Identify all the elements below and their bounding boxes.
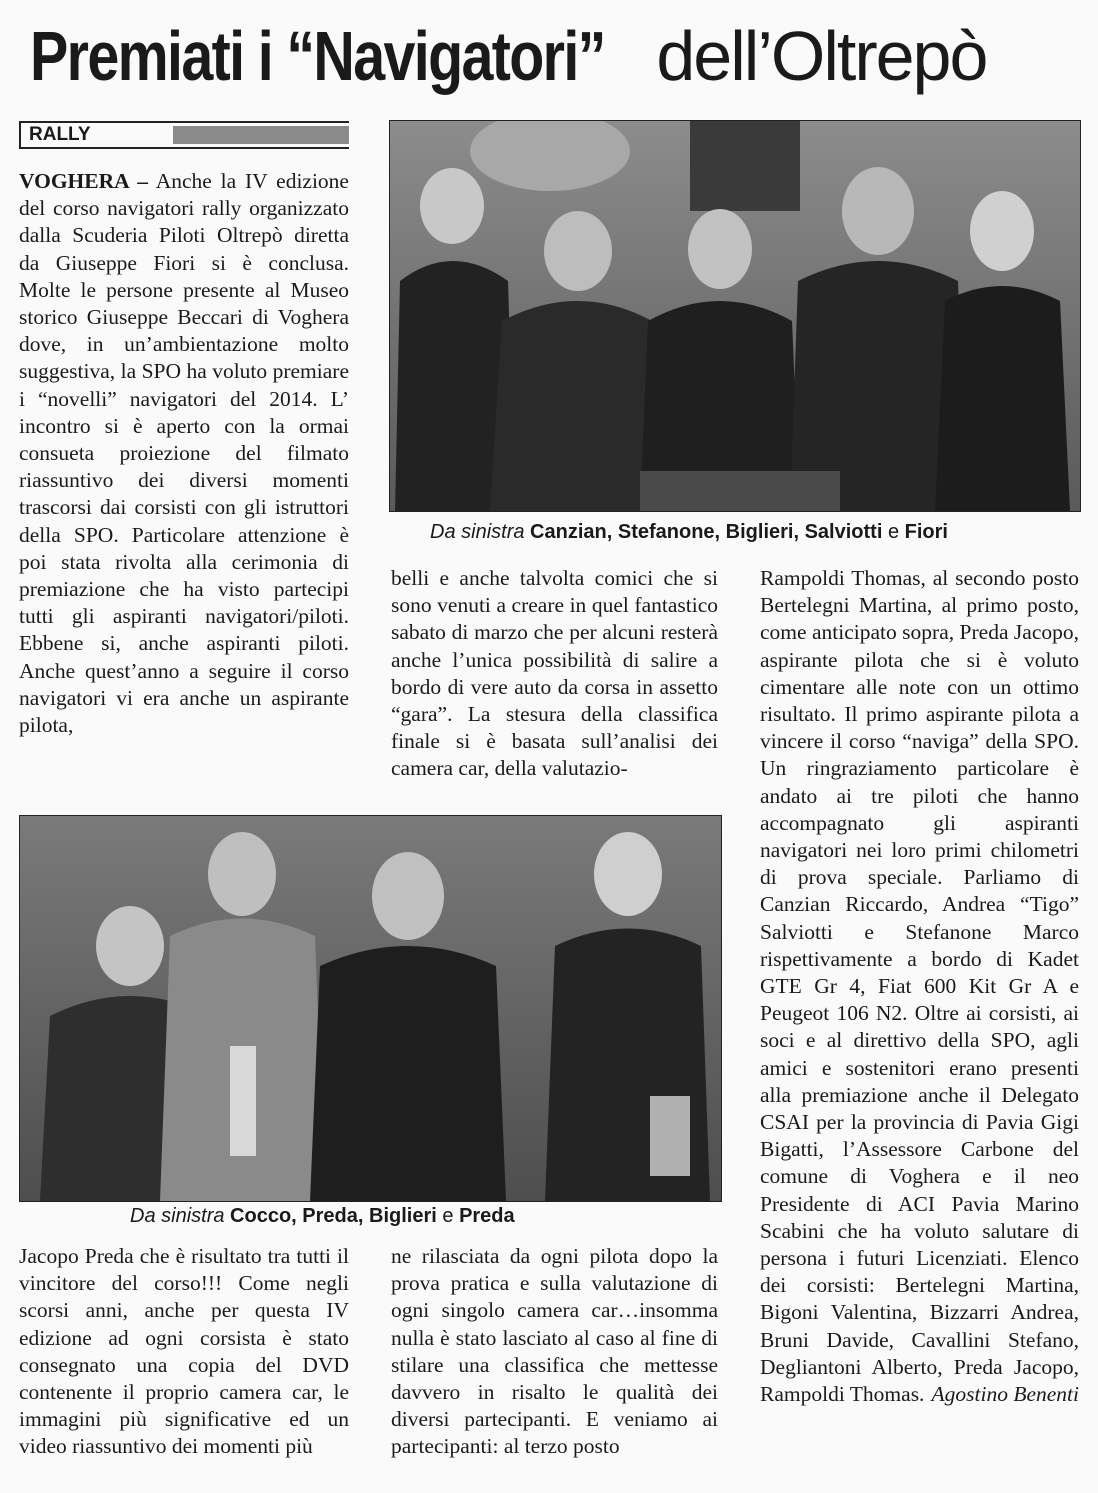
column-3-text: Rampoldi Thomas, al secondo posto Bertelegni Martina, al primo posto, come anticipato sopra, Preda Jacopo, aspirante pilota che si è voluto cimentare alle note con un ottimo risultato. Il primo aspirante pilota a vincere il corso “naviga” della SPO. Un ringraziamento particolare è andato ai tre piloti che hanno accompagnato gli aspiranti navigatori nei loro primi chilometri di prova speciale. Parliamo di Canzian Riccardo, Andrea “Tigo” Salviotti e Stefanone Marco rispettivamente a bordo di Kadet GTE Gr 4, Fiat 600 Kit Gr A e Peugeot 106 N2. Oltre ai corsisti, ai soci e al direttivo della SPO, agli amici e sostenitori erano presenti alla premiazione anche il Delegato CSAI per la provincia di Pavia Gigi Bigatti, l’Assessore Carbone del comune di Voghera e il neo Presidente di ACI Pavia Marino Scabini che ha voluto salutare di persona i futuri Licenziati. Elenco dei corsisti: Bertelegni Martina, Bigoni Valentina, Bizzarri Andrea, Bruni Davide, Cavallini Stefano, Degliantoni Alberto, Preda Jacopo, Rampoldi Thomas.	[760, 566, 1079, 1407]
caption-conj: e	[882, 521, 905, 543]
headline	[30, 6, 1070, 106]
caption-name: Fiori	[904, 521, 948, 543]
caption-sep: ,	[606, 521, 618, 543]
group-photo-bottom-image	[20, 816, 721, 1201]
caption-sep: ,	[357, 1205, 370, 1227]
column-1-text: Anche la IV edizione del corso navigatori rally organizzato dalla Scuderia Piloti Oltrepò diretta da Giuseppe Fiori si è conclusa. Molte le persone presente al Museo storico Giuseppe Beccari di Voghera dove, in un’ambientazione molto suggestiva, la SPO ha voluto premiare i “novelli” navigatori del 2014. L’ incontro si è aperto con la ormai consueta proiezione del filmato riassuntivo dei diversi momenti trascorsi dai corsisti con gli istruttori della SPO. Particolare attenzione è poi stata rivolta alla cerimonia di premiazione che ha visto partecipi tutti gli aspiranti navigatori/piloti. Ebbene si, anche aspiranti piloti. Anche quest’anno a seguire il corso navigatori vi era anche un aspirante pilota,	[19, 169, 349, 738]
article-column-3	[760, 565, 1079, 1485]
caption-prefix: Da sinistra	[430, 521, 525, 543]
caption-prefix: Da sinistra	[130, 1205, 225, 1227]
photo-bottom-caption	[130, 1203, 515, 1229]
caption-sep: ,	[291, 1205, 303, 1227]
dateline: VOGHERA –	[19, 169, 149, 193]
group-photo-top-image	[390, 121, 1080, 511]
section-tag-bar	[173, 126, 349, 144]
group-photo-bottom	[19, 815, 722, 1202]
headline-light: dell’Oltrepò	[638, 17, 987, 95]
article-column-5	[391, 1243, 718, 1483]
column-4-text: Jacopo Preda che è risultato tra tutti il vincitore del corso!!! Come negli scorsi anni, anche per questa IV edizione ad ogni corsista è stato consegnato una copia del DVD contenente il proprio camera car, le immagini più significative ed un video riassuntivo dei momenti più	[19, 1244, 349, 1459]
article-column-4	[19, 1243, 349, 1483]
column-2-text: belli e anche talvolta comici che si sono venuti a creare in quel fantastico sabato di marzo che per alcuni resterà anche l’unica possibilità di salire a bordo di vere auto da corsa in assetto “gara”. La stesura della classifica finale si è basata sull’analisi dei camera car, della valutazio-	[391, 566, 718, 781]
byline: Agostino Benenti	[931, 1382, 1079, 1407]
caption-name: Biglieri	[725, 521, 794, 543]
caption-sep: ,	[793, 521, 805, 543]
caption-name: Preda	[302, 1205, 358, 1227]
photo-top-caption	[430, 519, 948, 545]
headline-bold: Premiati i “Navigatori”	[30, 17, 605, 95]
section-tag	[19, 121, 349, 149]
caption-name: Stefanone	[617, 521, 715, 543]
caption-name: Salviotti	[804, 521, 883, 543]
group-photo-top	[389, 120, 1081, 512]
caption-sep: ,	[714, 521, 726, 543]
article-column-2	[391, 565, 718, 805]
caption-conj: e	[436, 1205, 460, 1227]
caption-name: Canzian	[530, 521, 607, 543]
caption-name: Preda	[459, 1205, 515, 1227]
article-column-1	[19, 168, 349, 800]
caption-name: Biglieri	[369, 1205, 437, 1227]
caption-name: Cocco	[230, 1205, 292, 1227]
section-tag-label: RALLY	[29, 124, 91, 145]
column-5-text: ne rilasciata da ogni pilota dopo la prova pratica e sulla valutazione di ogni singolo camera car…insomma nulla è stato lasciato al caso al fine di stilare una classifica che mettesse davvero in risalto le qualità dei diversi partecipanti. E veniamo ai partecipanti: al terzo posto	[391, 1244, 718, 1459]
